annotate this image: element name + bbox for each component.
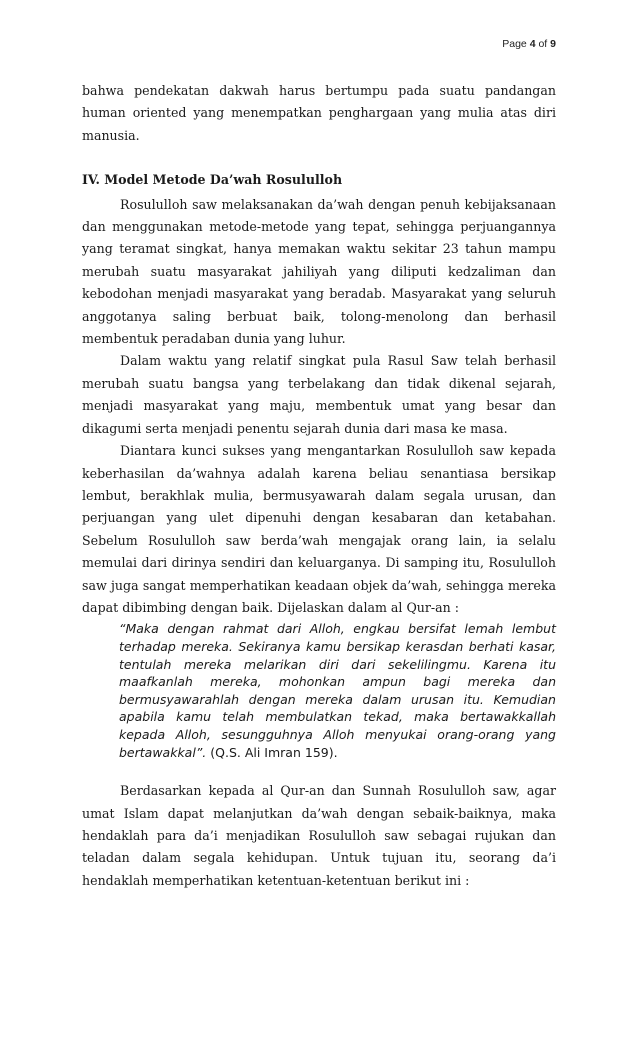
- section-heading: IV. Model Metode Da’wah Rosululloh: [82, 172, 343, 188]
- page-number: [502, 38, 556, 50]
- quran-quote: [119, 620, 556, 761]
- page-current: 4: [529, 38, 536, 50]
- paragraph-3: Diantara kunci sukses yang mengantarkan Rosululloh saw kepada keberhasilan da’wahnya adalah karena beliau senantiasa bersikap lembut, berakhlak mulia, bermusyawarah dalam segala urusan, dan perjuangan yang ulet dipenuhi dengan kesabaran dan ketabahan. Sebelum Rosululloh saw berda’wah mengajak orang lain, ia selalu memulai dari dirinya sendiri dan keluarganya. Di samping itu, Rosululloh saw juga sangat memperhatikan keadaan objek da’wah, sehingga mereka dapat dibimbing dengan baik. Dijelaskan dalam al Qur-an :: [82, 443, 556, 615]
- paragraph-1: Rosululloh saw melaksanakan da’wah dengan penuh kebijaksanaan dan menggunakan metode-metode yang tepat, sehingga perjuangannya yang teramat singkat, hanya memakan waktu sekitar 23 tahun mampu merubah suatu masyarakat jahiliyah yang diliputi kedzaliman dan kebodohan menjadi masyarakat yang beradab. Masyarakat yang seluruh anggotanya saling berbuat baik, tolong-menolong dan berhasil membentuk peradaban dunia yang luhur.: [82, 196, 556, 347]
- page-of: of: [538, 38, 548, 50]
- document-body: [82, 80, 556, 892]
- intro-paragraph: bahwa pendekatan dakwah harus bertumpu pada suatu pandangan human oriented yang menempatkan penghargaan yang mulia atas diri manusia.: [82, 83, 556, 143]
- quote-reference: (Q.S. Ali Imran 159).: [210, 744, 338, 760]
- quote-text: “Maka dengan rahmat dari Alloh, engkau bersifat lemah lembut terhadap mereka. Sekiranya kamu bersikap kerasdan berhati kasar, tentulah mereka melarikan diri dari sekelilingmu. Karena itu maafkanlah mereka, mohonkan ampun bagi mereka dan bermusyawarahlah dengan mereka dalam urusan itu. Kemudian apabila kamu telah membulatkan tekad, maka bertawakkallah kepada Alloh, sesungguhnya Alloh menyukai orang-orang yang bertawakkal”.: [119, 621, 556, 760]
- page-total: 9: [550, 38, 556, 50]
- page-prefix: Page: [502, 38, 527, 50]
- paragraph-4: Berdasarkan kepada al Qur-an dan Sunnah Rosululloh saw, agar umat Islam dapat melanjutkan da’wah dengan sebaik-baiknya, maka hendaklah para da’i menjadikan Rosululloh saw sebagai rujukan dan teladan dalam segala kehidupan. Untuk tujuan itu, seorang da’i hendaklah memperhatikan ketentuan-ketentuan berikut ini :: [82, 783, 556, 888]
- paragraph-2: Dalam waktu yang relatif singkat pula Rasul Saw telah berhasil merubah suatu bangsa yang terbelakang dan tidak dikenal sejarah, menjadi masyarakat yang maju, membentuk umat yang besar dan dikagumi serta menjadi penentu sejarah dunia dari masa ke masa.: [82, 353, 556, 436]
